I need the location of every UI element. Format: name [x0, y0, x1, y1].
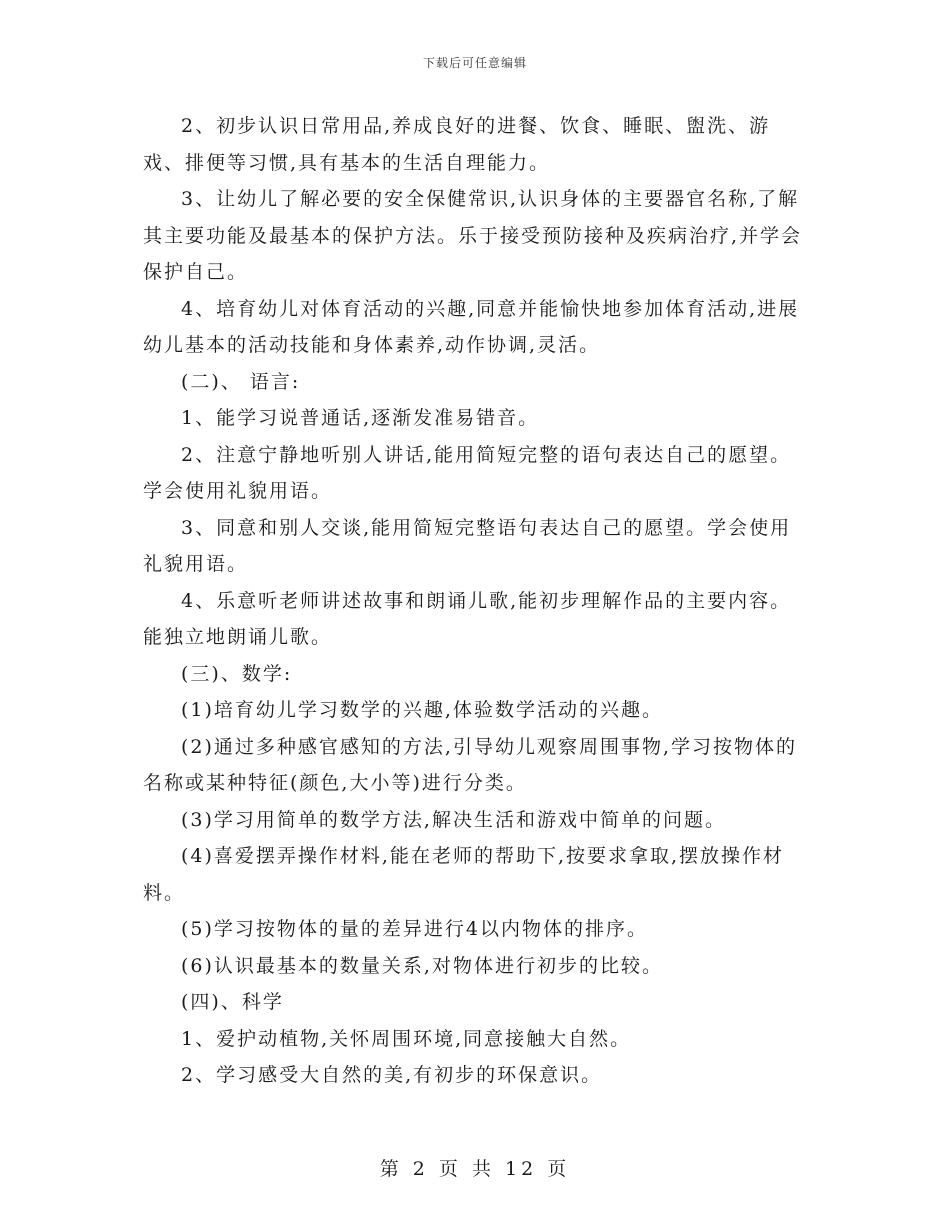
paragraph: 3、让幼儿了解必要的安全保健常识,认识身体的主要器官名称,了解其主要功能及最基本的保护方法。乐于接受预防接种及疾病治疗,并学会保护自己。: [143, 188, 803, 283]
page-header-note: 下载后可任意编辑: [422, 56, 527, 70]
section-heading-science: (四)、科学: [181, 991, 284, 1013]
paragraph: (6)认识最基本的数量关系,对物体进行初步的比较。: [181, 954, 663, 977]
paragraph: 3、同意和别人交谈,能用简短完整语句表达自己的愿望。学会使用礼貌用语。: [143, 516, 792, 575]
paragraph: (3)学习用简单的数学方法,解决生活和游戏中简单的问题。: [181, 808, 726, 831]
section-heading-math: (三)、数学:: [181, 662, 293, 685]
paragraph: 1、能学习说普通话,逐渐发准易错音。: [181, 407, 540, 429]
paragraph: 2、初步认识日常用品,养成良好的进餐、饮食、睡眠、盥洗、游戏、排便等习惯,具有基本的生活自理能力。: [143, 115, 771, 174]
paragraph: 1、爱护动植物,关怀周围环境,同意接触大自然。: [181, 1027, 632, 1050]
paragraph: 2、注意宁静地听别人讲话,能用简短完整的语句表达自己的愿望。学会使用礼貌用语。: [143, 443, 792, 502]
paragraph: (5)学习按物体的量的差异进行4以内物体的排序。: [181, 918, 649, 940]
paragraph: 4、乐意听老师讲述故事和朗诵儿歌,能初步理解作品的主要内容。能独立地朗诵儿歌。: [143, 589, 792, 648]
document-body: [143, 108, 808, 1094]
page-number: 第 2 页 共 12 页: [379, 1158, 571, 1180]
paragraph: (1)培育幼儿学习数学的兴趣,体验数学活动的兴趣。: [181, 699, 663, 721]
paragraph: 4、培育幼儿对体育活动的兴趣,同意并能愉快地参加体育活动,进展幼儿基本的活动技能和身体素养,动作协调,灵活。: [143, 297, 800, 356]
paragraph: (4)喜爱摆弄操作材料,能在老师的帮助下,按要求拿取,摆放操作材料。: [143, 845, 785, 904]
paragraph: 2、学习感受大自然的美,有初步的环保意识。: [181, 1064, 603, 1086]
section-heading-language: (二)、 语言:: [181, 370, 301, 393]
paragraph: (2)通过多种感官感知的方法,引导幼儿观察周围事物,学习按物体的名称或某种特征(颜色,大小等)进行分类。: [143, 735, 797, 794]
